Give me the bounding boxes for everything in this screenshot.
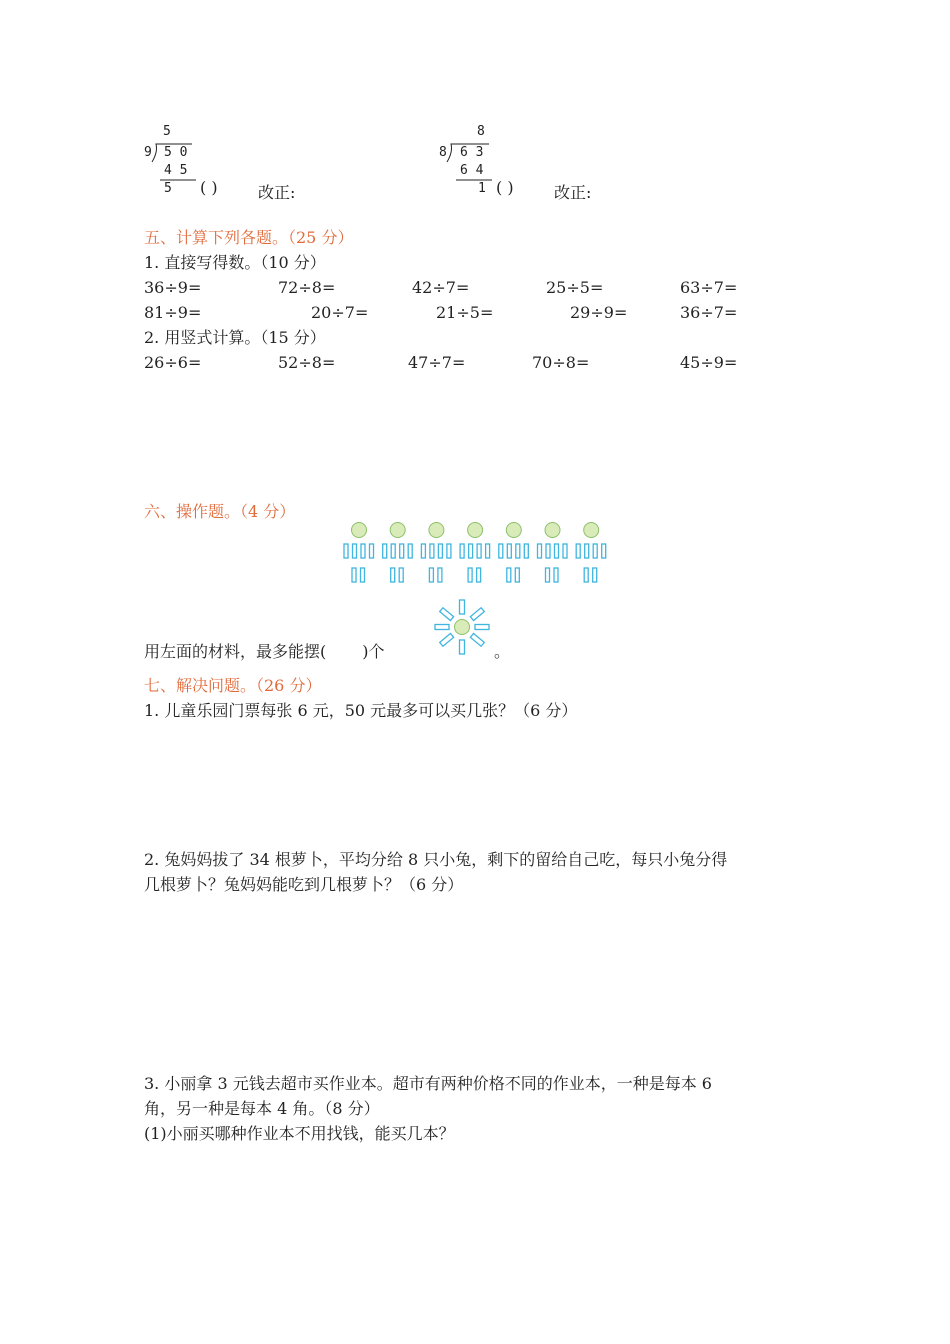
stick-piece — [430, 544, 434, 558]
stick-piece — [344, 544, 348, 558]
section-5-q2-title: 2. 用竖式计算。（15 分） — [144, 328, 326, 347]
stick-piece — [421, 544, 425, 558]
sun-shape-illustration — [425, 595, 500, 660]
product: 4 5 — [164, 163, 188, 178]
stick-piece — [477, 568, 481, 582]
stick-piece — [383, 544, 387, 558]
stick-piece — [438, 544, 442, 558]
stick-piece — [400, 544, 404, 558]
stick-piece — [460, 544, 464, 558]
remainder: 5 — [164, 181, 172, 196]
circle-piece — [429, 523, 444, 538]
circle-piece — [390, 523, 405, 538]
stick-piece — [524, 544, 528, 558]
stick-piece — [555, 544, 559, 558]
section-6-title: 六、操作题。（4 分） — [144, 502, 296, 521]
stick-piece — [470, 633, 484, 646]
section-7-q1: 1. 儿童乐园门票每张 6 元，50 元最多可以买几张？（6 分） — [144, 701, 578, 720]
problem: 47÷7= — [408, 353, 466, 372]
problem: 42÷7= — [412, 278, 470, 297]
stick-piece — [563, 544, 567, 558]
stick-piece — [470, 608, 484, 621]
correction-label: 改正: — [258, 183, 296, 202]
problem: 45÷9= — [680, 353, 738, 372]
problem: 36÷9= — [144, 278, 202, 297]
dividend: 5 0 — [164, 145, 188, 160]
stick-piece — [515, 568, 519, 582]
section-5-q1-title: 1. 直接写得数。（10 分） — [144, 253, 326, 272]
stick-piece — [370, 544, 374, 558]
subtraction-line — [456, 179, 496, 181]
stick-piece — [399, 568, 403, 582]
section-7-title: 七、解决问题。（26 分） — [144, 676, 322, 695]
stick-piece — [440, 633, 454, 646]
remainder: 1 — [478, 181, 486, 196]
stick-piece — [507, 544, 511, 558]
problem: 72÷8= — [278, 278, 336, 297]
circle-piece — [506, 523, 521, 538]
section-7-q2-line1: 2. 兔妈妈拔了 34 根萝卜，平均分给 8 只小兔，剩下的留给自己吃，每只小兔分得 — [144, 850, 728, 869]
product: 6 4 — [460, 163, 484, 178]
stick-piece — [516, 544, 520, 558]
dividend: 6 3 — [460, 145, 484, 160]
stick-piece — [507, 568, 511, 582]
problem: 52÷8= — [278, 353, 336, 372]
quotient: 5 — [163, 124, 171, 139]
problem: 29÷9= — [570, 303, 628, 322]
stick-piece — [435, 625, 449, 630]
problem: 70÷8= — [532, 353, 590, 372]
stick-piece — [447, 544, 451, 558]
stick-piece — [546, 568, 550, 582]
correction-label: 改正: — [554, 183, 592, 202]
stick-piece — [475, 625, 489, 630]
stick-piece — [353, 544, 357, 558]
problem: 25÷5= — [546, 278, 604, 297]
stick-piece — [408, 544, 412, 558]
question-mid: )个 — [362, 642, 385, 661]
stick-piece — [469, 544, 473, 558]
stick-piece — [477, 544, 481, 558]
question-end: 。 — [494, 642, 511, 661]
stick-piece — [554, 568, 558, 582]
stick-piece — [593, 544, 597, 558]
stick-piece — [486, 544, 490, 558]
stick-piece — [361, 568, 365, 582]
answer-parens[interactable]: ( ) — [496, 178, 514, 197]
circle-piece — [455, 620, 470, 635]
problem: 26÷6= — [144, 353, 202, 372]
circle-piece — [468, 523, 483, 538]
stick-piece — [499, 544, 503, 558]
stick-piece — [593, 568, 597, 582]
stick-piece — [460, 640, 465, 654]
problem: 36÷7= — [680, 303, 738, 322]
circle-piece — [545, 523, 560, 538]
stick-piece — [352, 568, 356, 582]
section-7-q3-line2: 角，另一种是每本 4 角。（8 分） — [144, 1099, 380, 1118]
stick-piece — [538, 544, 542, 558]
stick-piece — [438, 568, 442, 582]
problem: 63÷7= — [680, 278, 738, 297]
problem: 20÷7= — [311, 303, 369, 322]
circle-piece — [352, 523, 367, 538]
stick-piece — [602, 544, 606, 558]
quotient: 8 — [477, 124, 485, 139]
stick-piece — [429, 568, 433, 582]
stick-piece — [460, 600, 465, 614]
problem: 21÷5= — [436, 303, 494, 322]
stick-piece — [585, 544, 589, 558]
question-prefix: 用左面的材料，最多能摆( — [144, 642, 327, 661]
section-5-title: 五、计算下列各题。（25 分） — [144, 228, 354, 247]
problem: 81÷9= — [144, 303, 202, 322]
circle-piece — [584, 523, 599, 538]
stick-piece — [584, 568, 588, 582]
divisor: 9 — [144, 145, 152, 160]
section-7-q2-line2: 几根萝卜？兔妈妈能吃到几根萝卜？（6 分） — [144, 875, 464, 894]
section-7-q3-line1: 3. 小丽拿 3 元钱去超市买作业本。超市有两种价格不同的作业本，一种是每本 6 — [144, 1074, 712, 1093]
stick-piece — [576, 544, 580, 558]
divisor: 8 — [439, 145, 447, 160]
stick-piece — [391, 544, 395, 558]
section-7-q3-sub1: (1)小丽买哪种作业本不用找钱，能买几本？ — [144, 1124, 455, 1143]
stick-piece — [391, 568, 395, 582]
stick-piece — [440, 608, 454, 621]
stick-piece — [361, 544, 365, 558]
stick-piece — [468, 568, 472, 582]
materials-illustration — [330, 515, 620, 590]
section-6-question — [144, 642, 385, 662]
answer-parens[interactable]: ( ) — [200, 178, 218, 197]
stick-piece — [546, 544, 550, 558]
